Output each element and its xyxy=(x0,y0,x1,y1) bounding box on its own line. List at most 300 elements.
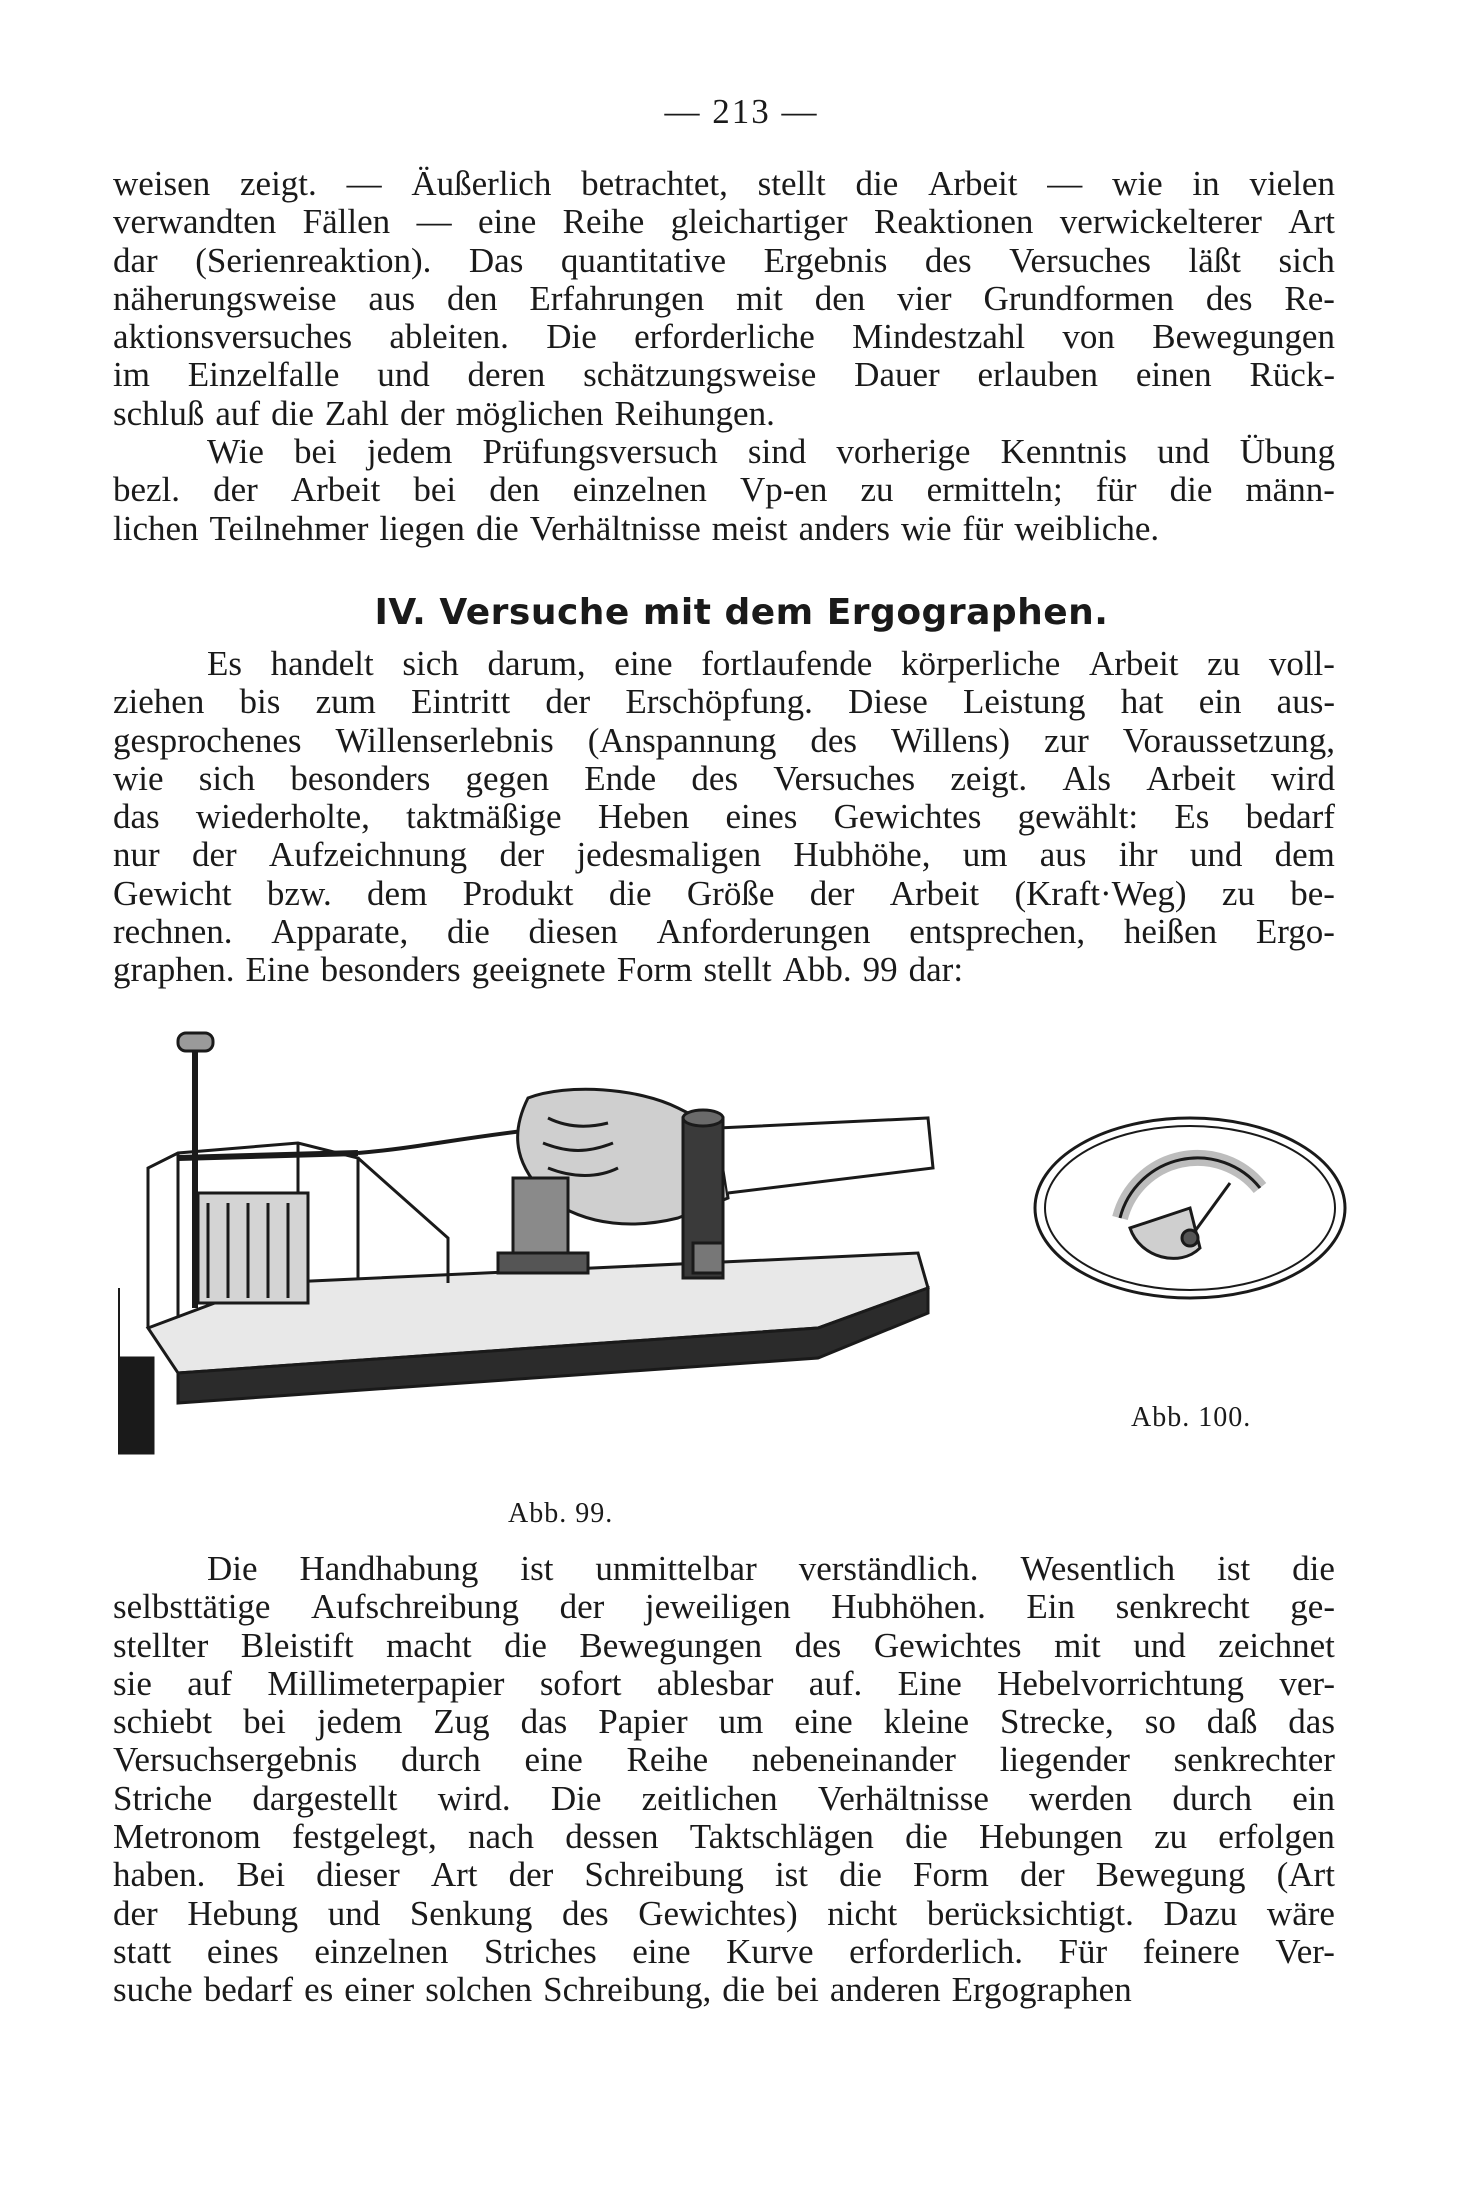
word: nur xyxy=(113,835,160,875)
word: Dauer xyxy=(854,355,940,395)
word: auf. xyxy=(808,1663,863,1703)
section-heading: IV. Versuche mit dem Ergographen. xyxy=(374,592,1109,633)
word: läßt xyxy=(1188,240,1241,280)
word: Versuches xyxy=(1009,240,1151,280)
word: ablesbar xyxy=(656,1663,774,1703)
word: ver- xyxy=(1279,1663,1335,1703)
word: ableiten. xyxy=(389,317,509,357)
word: und xyxy=(327,1893,381,1933)
word: Taktschlägen xyxy=(689,1817,874,1857)
text-line xyxy=(113,760,1335,798)
word: um xyxy=(718,1702,764,1742)
text-line xyxy=(113,1895,1335,1933)
word: liegender xyxy=(999,1740,1130,1780)
word: diesen xyxy=(528,912,618,952)
text-line xyxy=(113,242,1335,280)
word: zeigt. xyxy=(950,758,1028,798)
word: und xyxy=(1133,1625,1186,1665)
word: Ver- xyxy=(1275,1931,1335,1971)
word: Zahl xyxy=(324,393,389,433)
word: der xyxy=(213,470,258,510)
text-line xyxy=(113,1627,1335,1665)
word: Reaktionen xyxy=(873,202,1034,242)
word: den xyxy=(446,278,498,318)
word: eine xyxy=(614,644,673,683)
word: Produkt xyxy=(462,873,574,913)
word: Die xyxy=(546,317,597,357)
word: ihr xyxy=(1118,835,1158,875)
text-line xyxy=(113,395,1335,433)
word: durch xyxy=(401,1740,481,1780)
word: männ- xyxy=(1245,470,1335,510)
word: daß xyxy=(1206,1702,1258,1742)
word: Verhältnisse xyxy=(529,508,701,548)
word: wie xyxy=(113,758,164,798)
word: Hubhöhe, xyxy=(793,835,931,875)
word: Teilnehmer xyxy=(209,508,369,548)
word: Es xyxy=(1174,797,1210,837)
word: Leistung xyxy=(963,682,1086,722)
figure-100-caption: Abb. 100. xyxy=(1131,1402,1252,1433)
word: deren xyxy=(467,355,546,395)
word: zu xyxy=(1207,644,1241,683)
word: Schreibung, xyxy=(543,1970,712,2010)
word: zur xyxy=(1044,720,1089,760)
word: sind xyxy=(747,432,807,472)
text-line xyxy=(113,356,1335,394)
word: Reihe xyxy=(562,202,645,242)
word: der xyxy=(1019,1855,1065,1895)
word: Aufzeichnung xyxy=(268,835,468,875)
word: (Serienreaktion). xyxy=(195,240,432,280)
word: jedem xyxy=(366,432,453,472)
word: und xyxy=(1157,432,1210,472)
word: gleichartiger xyxy=(670,202,848,242)
word: Das xyxy=(468,240,524,280)
word: bei xyxy=(243,1702,286,1742)
word: (Art xyxy=(1276,1855,1335,1895)
word: erlauben xyxy=(977,355,1098,395)
word: in xyxy=(1192,164,1220,203)
word: die xyxy=(271,393,314,433)
text-line xyxy=(113,1780,1335,1818)
word: Vp-en xyxy=(739,470,828,510)
text-line xyxy=(113,433,1335,471)
word: den xyxy=(814,278,866,318)
word: (Kraft·Weg) xyxy=(1014,873,1187,913)
word: wird xyxy=(1270,758,1335,798)
word: dieser xyxy=(316,1855,400,1895)
word: Hebelvorrichtung xyxy=(997,1663,1244,1703)
text-line xyxy=(113,318,1335,356)
word: betrachtet, xyxy=(581,164,728,203)
word: Art xyxy=(1288,202,1335,242)
word: es xyxy=(304,1970,334,2010)
body-text-upper xyxy=(113,165,1335,548)
word: möglichen xyxy=(455,393,604,433)
word: kleine xyxy=(883,1702,970,1742)
word: Abb. xyxy=(782,950,852,990)
word: Wesentlich xyxy=(1020,1549,1176,1588)
word: zum xyxy=(315,682,376,722)
word: Art xyxy=(430,1855,478,1895)
word: geeignete xyxy=(471,950,606,990)
word: Papier xyxy=(598,1702,688,1742)
word: ermitteln; xyxy=(926,470,1063,510)
word: das xyxy=(520,1702,568,1742)
word: durch xyxy=(1172,1778,1253,1818)
word: gegen xyxy=(465,758,550,798)
text-line xyxy=(113,913,1335,951)
word: sich xyxy=(1278,240,1335,280)
word: sich xyxy=(402,644,459,683)
word: hat xyxy=(1120,682,1164,722)
word: Reihe xyxy=(626,1740,709,1780)
word: bei xyxy=(294,432,337,472)
text-line xyxy=(113,1550,1335,1588)
word: mit xyxy=(736,278,783,318)
word: Wie xyxy=(207,432,264,472)
word: einer xyxy=(344,1970,415,2010)
word: Verhältnisse xyxy=(817,1778,989,1818)
word: des xyxy=(561,1893,609,1933)
word: haben. xyxy=(113,1855,206,1895)
text-line xyxy=(113,951,1335,989)
word: auf xyxy=(215,393,261,433)
word: um xyxy=(962,835,1008,875)
word: solchen xyxy=(425,1970,533,2010)
paragraph-4 xyxy=(113,1550,1335,2010)
word: Als xyxy=(1062,758,1111,798)
word: Übung xyxy=(1239,432,1335,472)
word: dem xyxy=(1274,835,1335,875)
word: verwickelterer xyxy=(1059,202,1262,242)
word: Strecke, xyxy=(1000,1702,1114,1742)
word: zu xyxy=(1154,1817,1188,1857)
word: eine xyxy=(632,1931,691,1971)
word: für xyxy=(1095,470,1137,510)
word: berücksichtigt. xyxy=(926,1893,1134,1933)
word: (Anspannung xyxy=(587,720,777,760)
word: senkrecht xyxy=(1115,1587,1250,1627)
word: bei xyxy=(413,470,457,510)
word: die xyxy=(1169,470,1213,510)
text-line xyxy=(113,1703,1335,1741)
text-line xyxy=(113,1741,1335,1779)
word: Hebung xyxy=(187,1893,299,1933)
word: Anforderungen xyxy=(656,912,871,952)
word: Ergographen xyxy=(951,1970,1132,2010)
word: Re- xyxy=(1284,278,1335,318)
word: Gewichtes xyxy=(873,1625,1022,1665)
word: stellt xyxy=(757,164,826,203)
word: besonders xyxy=(290,758,431,798)
word: — xyxy=(1047,164,1083,203)
text-line xyxy=(113,280,1335,318)
word: Gewichtes xyxy=(833,797,982,837)
page-number: — 213 — xyxy=(664,92,819,131)
word: dargestellt xyxy=(252,1778,398,1818)
word: auf xyxy=(187,1663,232,1703)
word: statt xyxy=(113,1931,172,1971)
word: körperliche xyxy=(900,644,1061,683)
word: wäre xyxy=(1266,1893,1335,1933)
word: der xyxy=(400,393,445,433)
word: gewählt: xyxy=(1017,797,1139,837)
text-line xyxy=(113,875,1335,913)
word: bezl. xyxy=(113,470,181,510)
word: Rück- xyxy=(1249,355,1335,395)
word: Für xyxy=(1058,1931,1108,1971)
word: dessen xyxy=(565,1817,659,1857)
word: dar xyxy=(113,240,158,280)
word: mit xyxy=(1054,1625,1101,1665)
word: so xyxy=(1144,1702,1176,1742)
word: Gewichtes) xyxy=(638,1893,798,1933)
ergograph-figure xyxy=(118,1028,948,1510)
word: meist xyxy=(711,508,788,548)
word: das xyxy=(113,797,160,837)
word: Bewegungen xyxy=(1152,317,1335,357)
word: ist xyxy=(520,1549,554,1588)
word: taktmäßige xyxy=(406,797,562,837)
word: Eintritt xyxy=(411,682,511,722)
word: wie xyxy=(900,508,952,548)
word: Es xyxy=(207,644,242,683)
word: Heben xyxy=(597,797,690,837)
word: der xyxy=(545,682,591,722)
text-line xyxy=(113,645,1335,683)
word: einzelnen xyxy=(572,470,707,510)
word: Form xyxy=(616,950,693,990)
word: bei xyxy=(776,1970,819,2010)
text-line xyxy=(113,1818,1335,1856)
word: Metronom xyxy=(113,1817,261,1857)
word: entsprechen, xyxy=(909,912,1086,952)
word: Arbeit xyxy=(889,873,980,913)
text-line xyxy=(113,683,1335,721)
word: Kurve xyxy=(726,1931,814,1971)
word: sofort xyxy=(539,1663,622,1703)
word: bis xyxy=(239,682,281,722)
word: unmittelbar xyxy=(595,1549,757,1588)
word: eine xyxy=(794,1702,853,1742)
word: bzw. xyxy=(266,873,332,913)
dial-figure xyxy=(1030,1108,1350,1308)
word: die xyxy=(839,1855,882,1895)
text-line xyxy=(113,471,1335,509)
word: Bei xyxy=(236,1855,286,1895)
body-text-lower xyxy=(113,1550,1335,2010)
word: verwandten xyxy=(113,202,277,242)
word: der xyxy=(508,1855,554,1895)
word: ist xyxy=(774,1855,809,1895)
word: ziehen xyxy=(113,682,205,722)
word: Erfahrungen xyxy=(529,278,705,318)
word: Apparate, xyxy=(271,912,409,952)
word: aus xyxy=(368,278,416,318)
text-line xyxy=(113,203,1335,241)
word: Arbeit xyxy=(928,164,1018,203)
word: anders xyxy=(798,508,890,548)
word: im xyxy=(113,355,150,395)
word: für xyxy=(962,508,1004,548)
word: stellt xyxy=(703,950,772,990)
figure-99-caption: Abb. 99. xyxy=(508,1498,614,1529)
word: aus- xyxy=(1276,682,1335,722)
word: quantitative xyxy=(560,240,727,280)
word: Willens) xyxy=(890,720,1011,760)
text-line xyxy=(113,510,1335,548)
word: Arbeit xyxy=(1146,758,1236,798)
word: der xyxy=(191,835,237,875)
word: des xyxy=(691,758,739,798)
word: fortlaufende xyxy=(701,644,873,683)
word: eine xyxy=(524,1740,583,1780)
word: ist xyxy=(1217,1549,1251,1588)
word: Bewegung xyxy=(1095,1855,1246,1895)
word: Gewicht xyxy=(113,873,232,913)
paragraph-1 xyxy=(113,165,1335,433)
word: einen xyxy=(1135,355,1212,395)
word: wie xyxy=(1112,164,1163,203)
body-text-middle xyxy=(113,645,1335,990)
word: Die xyxy=(207,1549,258,1588)
word: Hebungen xyxy=(979,1817,1123,1857)
word: Ein xyxy=(1026,1587,1076,1627)
word: Diese xyxy=(848,682,928,722)
word: und xyxy=(1189,835,1243,875)
word: Handhabung xyxy=(299,1549,479,1588)
word: vorherige xyxy=(836,432,971,472)
word: Prüfungsversuch xyxy=(482,432,718,472)
word: ein xyxy=(1292,1778,1335,1818)
word: zeitlichen xyxy=(641,1778,778,1818)
word: erfolgen xyxy=(1218,1817,1335,1857)
word: aktionsversuches xyxy=(113,317,353,357)
word: Äußerlich xyxy=(411,164,552,203)
word: Millimeterpapier xyxy=(267,1663,505,1703)
word: dem xyxy=(367,873,428,913)
word: der xyxy=(499,835,545,875)
word: zu xyxy=(860,470,894,510)
word: Voraussetzung, xyxy=(1122,720,1335,760)
word: Schreibung xyxy=(584,1855,744,1895)
word: Arbeit xyxy=(1089,644,1179,683)
word: schätzungsweise xyxy=(583,355,817,395)
word: suche xyxy=(113,1970,193,2010)
word: von xyxy=(1062,317,1115,357)
word: feinere xyxy=(1142,1931,1240,1971)
word: und xyxy=(377,355,430,395)
word: vier xyxy=(897,278,952,318)
word: die xyxy=(447,912,490,952)
word: Versuchsergebnis xyxy=(113,1740,358,1780)
word: die xyxy=(855,164,899,203)
word: ge- xyxy=(1290,1587,1335,1627)
word: weibliche. xyxy=(1014,508,1160,548)
text-line xyxy=(113,1971,1335,2009)
word: jedesmaligen xyxy=(576,835,762,875)
word: die xyxy=(608,873,652,913)
word: Striche xyxy=(113,1778,213,1818)
word: senkrechter xyxy=(1173,1740,1335,1780)
word: das xyxy=(1288,1702,1335,1742)
word: Striches xyxy=(483,1931,597,1971)
word: lichen xyxy=(113,508,199,548)
word: Form xyxy=(913,1855,989,1895)
word: Zug xyxy=(433,1702,490,1742)
word: liegen xyxy=(379,508,465,548)
word: Grundformen xyxy=(983,278,1174,318)
word: die xyxy=(504,1625,547,1665)
word: eines xyxy=(725,797,798,837)
word: Kenntnis xyxy=(1000,432,1127,472)
word: macht xyxy=(386,1625,472,1665)
word: schluß xyxy=(113,393,205,433)
word: Ergebnis xyxy=(763,240,888,280)
word: Größe xyxy=(686,873,775,913)
word: selbsttätige xyxy=(113,1587,271,1627)
word: graphen. xyxy=(113,950,235,990)
word: dar: xyxy=(908,950,964,990)
paragraph-2 xyxy=(113,433,1335,548)
word: Fällen xyxy=(302,202,391,242)
word: der xyxy=(809,873,855,913)
word: Erschöpfung. xyxy=(625,682,813,722)
word: eines xyxy=(206,1931,279,1971)
word: Mindestzahl xyxy=(852,317,1026,357)
word: jeweiligen xyxy=(644,1587,791,1627)
word: die xyxy=(475,508,519,548)
word: voll- xyxy=(1268,644,1335,683)
text-line xyxy=(113,1665,1335,1703)
word: zeichnet xyxy=(1218,1625,1335,1665)
text-line xyxy=(113,1856,1335,1894)
word: weisen xyxy=(113,164,211,203)
word: wird. xyxy=(437,1778,511,1818)
word: Willenserlebnis xyxy=(335,720,554,760)
word: Eine xyxy=(245,950,310,990)
word: heißen xyxy=(1123,912,1218,952)
word: der xyxy=(113,1893,158,1933)
word: besonders xyxy=(320,950,461,990)
word: rechnen. xyxy=(113,912,233,952)
word: gesprochenes xyxy=(113,720,302,760)
word: des xyxy=(794,1625,842,1665)
word: Hubhöhen. xyxy=(831,1587,986,1627)
text-line xyxy=(113,165,1335,203)
word: ein xyxy=(1198,682,1242,722)
word: Bewegungen xyxy=(579,1625,763,1665)
word: verständlich. xyxy=(798,1549,979,1588)
word: darum, xyxy=(487,644,586,683)
word: nebeneinander xyxy=(751,1740,956,1780)
text-line xyxy=(113,836,1335,874)
word: die xyxy=(1292,1549,1335,1588)
word: die xyxy=(722,1970,766,2010)
word: werden xyxy=(1029,1778,1133,1818)
word: erforderlich. xyxy=(849,1931,1023,1971)
word: aus xyxy=(1039,835,1087,875)
word: eine xyxy=(477,202,537,242)
word: — xyxy=(416,202,452,242)
word: bedarf xyxy=(203,1970,294,2010)
word: näherungsweise xyxy=(113,278,337,318)
word: Arbeit xyxy=(290,470,381,510)
text-line xyxy=(113,1588,1335,1626)
word: Ende xyxy=(584,758,657,798)
